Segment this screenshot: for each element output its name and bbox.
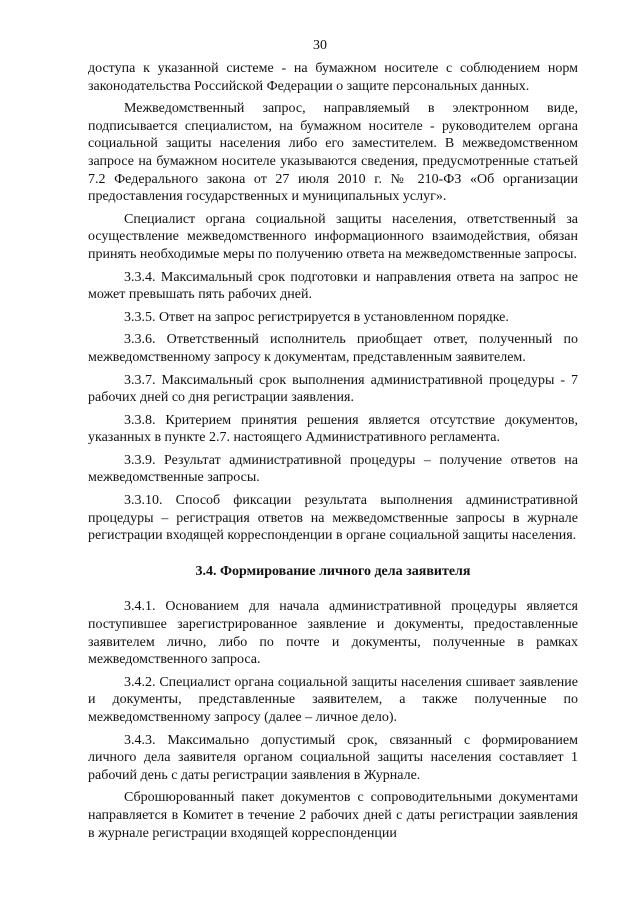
document-body xyxy=(88,60,578,842)
paragraph: 3.3.8. Критерием принятия решения является отсутствие документов, указанных в пункте 2.7. настоящего Административного регламента. xyxy=(88,412,578,446)
paragraph: доступа к указанной системе - на бумажном носителе с соблюдением норм законодательства Российской Федерации о защите персональных данных. xyxy=(88,61,578,94)
paragraph: 3.4.2. Специалист органа социальной защиты населения сшивает заявление и документы, представленные заявителем, а также полученные по межведомственному запросу (далее – личное дело). xyxy=(88,674,578,725)
paragraph: Сброшюрованный пакет документов с сопроводительными документами направляется в Комитет в течение 2 рабочих дней с даты регистрации заявления в журнале регистрации входящей корреспонденции xyxy=(88,790,578,841)
paragraph: 3.3.10. Способ фиксации результата выполнения административной процедуры – регистрация ответов на межведомственные запросы в журнале регистрации входящей корреспонденции в органе социальной защиты населения. xyxy=(88,493,578,544)
paragraph: 3.4.1. Основанием для начала административной процедуры является поступившее зарегистрированное заявление и документы, предоставленные заявителем лично, либо по почте и документы, полученные в рамках межведомственного запроса. xyxy=(88,599,578,668)
paragraph: 3.3.4. Максимальный срок подготовки и направления ответа на запрос не может превышать пять рабочих дней. xyxy=(88,269,578,303)
paragraph: 3.3.9. Результат административной процедуры – получение ответов на межведомственные запросы. xyxy=(88,452,578,486)
page-number: 30 xyxy=(313,38,327,53)
paragraph: 3.3.7. Максимальный срок выполнения административной процедуры - 7 рабочих дней со дня регистрации заявления. xyxy=(88,372,578,406)
paragraph: 3.4.3. Максимально допустимый срок, связанный с формированием личного дела заявителя органом социальной защиты населения составляет 1 рабочий день с даты регистрации заявления в Журнале. xyxy=(88,732,578,783)
paragraph: Специалист органа социальной защиты населения, ответственный за осуществление межведомственного информационного взаимодействия, обязан принять необходимые меры по получению ответа на межведомственные запросы. xyxy=(88,211,578,262)
paragraph: Межведомственный запрос, направляемый в электронном виде, подписывается специалистом, на бумажном носителе - руководителем органа социальной защиты населения либо его заместителем. В межведомственном запросе на бумажном носителе указываются сведения, предусмотренные статьей 7.2 Федерального закона от 27 июля 2010 г. № 210-ФЗ «Об организации предоставления государственных и муниципальных услуг». xyxy=(88,101,578,205)
paragraphs-before-heading xyxy=(88,60,578,545)
paragraphs-after-heading xyxy=(88,598,578,842)
section-heading: 3.4. Формирование личного дела заявителя xyxy=(195,563,471,579)
paragraph: 3.3.5. Ответ на запрос регистрируется в установленном порядке. xyxy=(124,309,509,325)
paragraph: 3.3.6. Ответственный исполнитель приобщает ответ, полученный по межведомственному запросу к документам, представленным заявителем. xyxy=(88,332,578,365)
